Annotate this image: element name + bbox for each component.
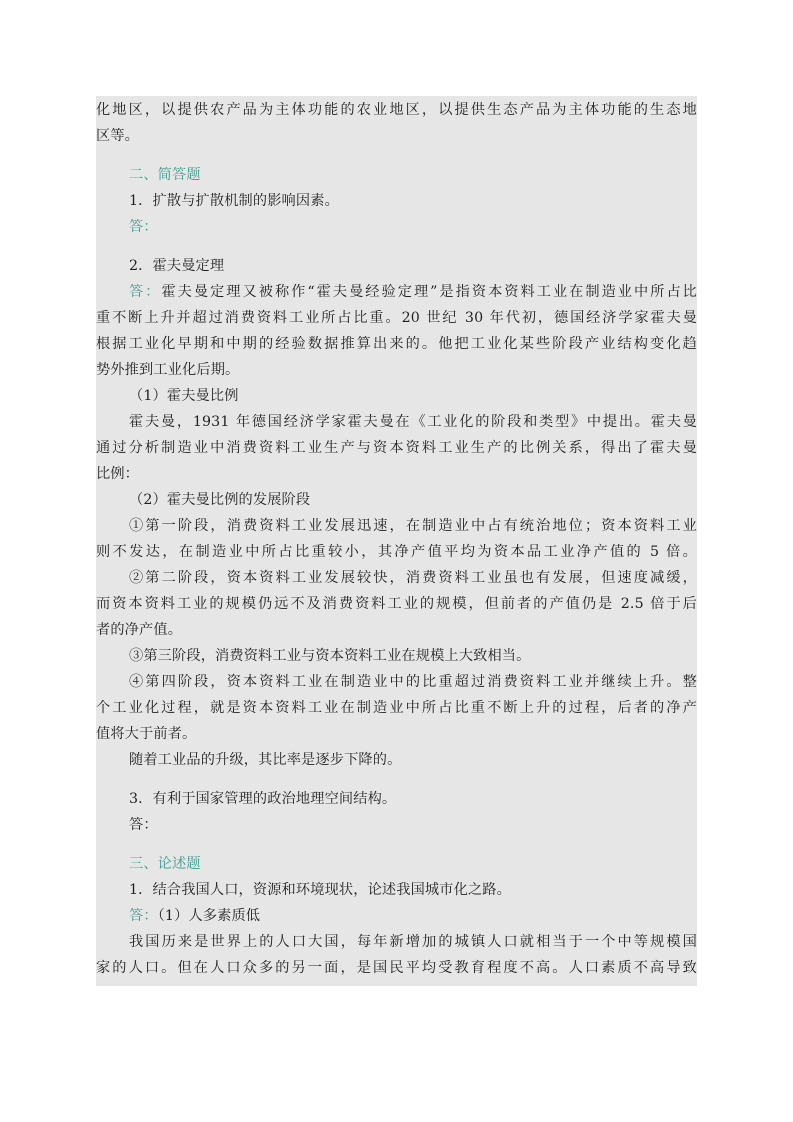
question-text: 1．扩散与扩散机制的影响因素。: [129, 193, 339, 209]
question-text: 3．有利于国家管理的政治地理空间结构。: [129, 791, 397, 807]
answer-label: 答：: [129, 219, 158, 235]
paragraph-line: 比例：: [96, 466, 140, 482]
paragraph-line: 根据工业化早期和中期的经验数据推算出来的。他把工业化某些阶段产业结构变化趋: [96, 336, 697, 352]
answer-label: 答：: [129, 817, 158, 833]
paragraph-line: 通过分析制造业中消费资料工业生产与资本资料工业生产的比例关系，得出了霍夫曼: [96, 440, 697, 456]
question-text: 2．霍夫曼定理: [129, 258, 225, 274]
paragraph-line: 化地区，以提供农产品为主体功能的农业地区，以提供生态产品为主体功能的生态地: [96, 102, 697, 118]
subheading: （2）霍夫曼比例的发展阶段: [129, 492, 311, 508]
paragraph-line: 而资本资料工业的规模仍远不及消费资料工业的规模，但前者的产值仍是 2.5 倍于后: [96, 596, 697, 612]
section-heading: 二、简答题: [129, 167, 201, 183]
paragraph-line: 随着工业品的升级，其比率是逐步下降的。: [129, 752, 402, 768]
answer-label: 答：: [129, 284, 162, 300]
answer-text: 霍夫曼定理又被称作“霍夫曼经验定理”是指资本资料工业在制造业中所占比: [161, 284, 697, 300]
document-text-block: [96, 96, 697, 986]
section-heading: 三、论述题: [129, 856, 201, 872]
paragraph-line: 值将大于前者。: [96, 726, 197, 742]
subheading: （1）人多素质低: [157, 908, 261, 924]
paragraph-line: ④第四阶段，资本资料工业在制造业中的比重超过消费资料工业并继续上升。整: [129, 674, 697, 690]
paragraph-line: ③第三阶段，消费资料工业与资本资料工业在规模上大致相当。: [129, 648, 531, 664]
answer-line: [96, 903, 697, 929]
answer-line: [96, 279, 697, 305]
paragraph-line: 势外推到工业化后期。: [96, 362, 240, 378]
paragraph-line: ①第一阶段，消费资料工业发展迅速，在制造业中占有统治地位；资本资料工业: [129, 518, 697, 534]
paragraph-line: ②第二阶段，资本资料工业发展较快，消费资料工业虽也有发展，但速度减缓，: [129, 570, 697, 586]
paragraph-line: 则不发达，在制造业中所占比重较小，其净产值平均为资本品工业净产值的 5 倍。: [96, 544, 697, 560]
paragraph-line: 个工业化过程，就是资本资料工业在制造业中所占比重不断上升的过程，后者的净产: [96, 700, 697, 716]
paragraph-line: 者的净产值。: [96, 622, 183, 638]
paragraph-line: 区等。: [96, 128, 140, 144]
paragraph-line: 家的人口。但在人口众多的另一面，是国民平均受教育程度不高。人口素质不高导致: [96, 960, 697, 976]
paragraph-line: 霍夫曼，1931 年德国经济学家霍夫曼在《工业化的阶段和类型》中提出。霍夫曼: [129, 414, 697, 430]
question-text: 1．结合我国人口，资源和环境现状，论述我国城市化之路。: [129, 882, 511, 898]
spacer: [96, 149, 697, 162]
paragraph-line: 我国历来是世界上的人口大国，每年新增加的城镇人口就相当于一个中等规模国: [129, 934, 697, 950]
subheading: （1）霍夫曼比例: [129, 388, 239, 404]
paragraph-line: 重不断上升并超过消费资料工业所占比重。20 世纪 30 年代初，德国经济学家霍夫曼: [96, 310, 697, 326]
spacer: [96, 773, 697, 786]
spacer: [96, 240, 697, 253]
spacer: [96, 838, 697, 851]
answer-label: 答：: [129, 908, 158, 924]
